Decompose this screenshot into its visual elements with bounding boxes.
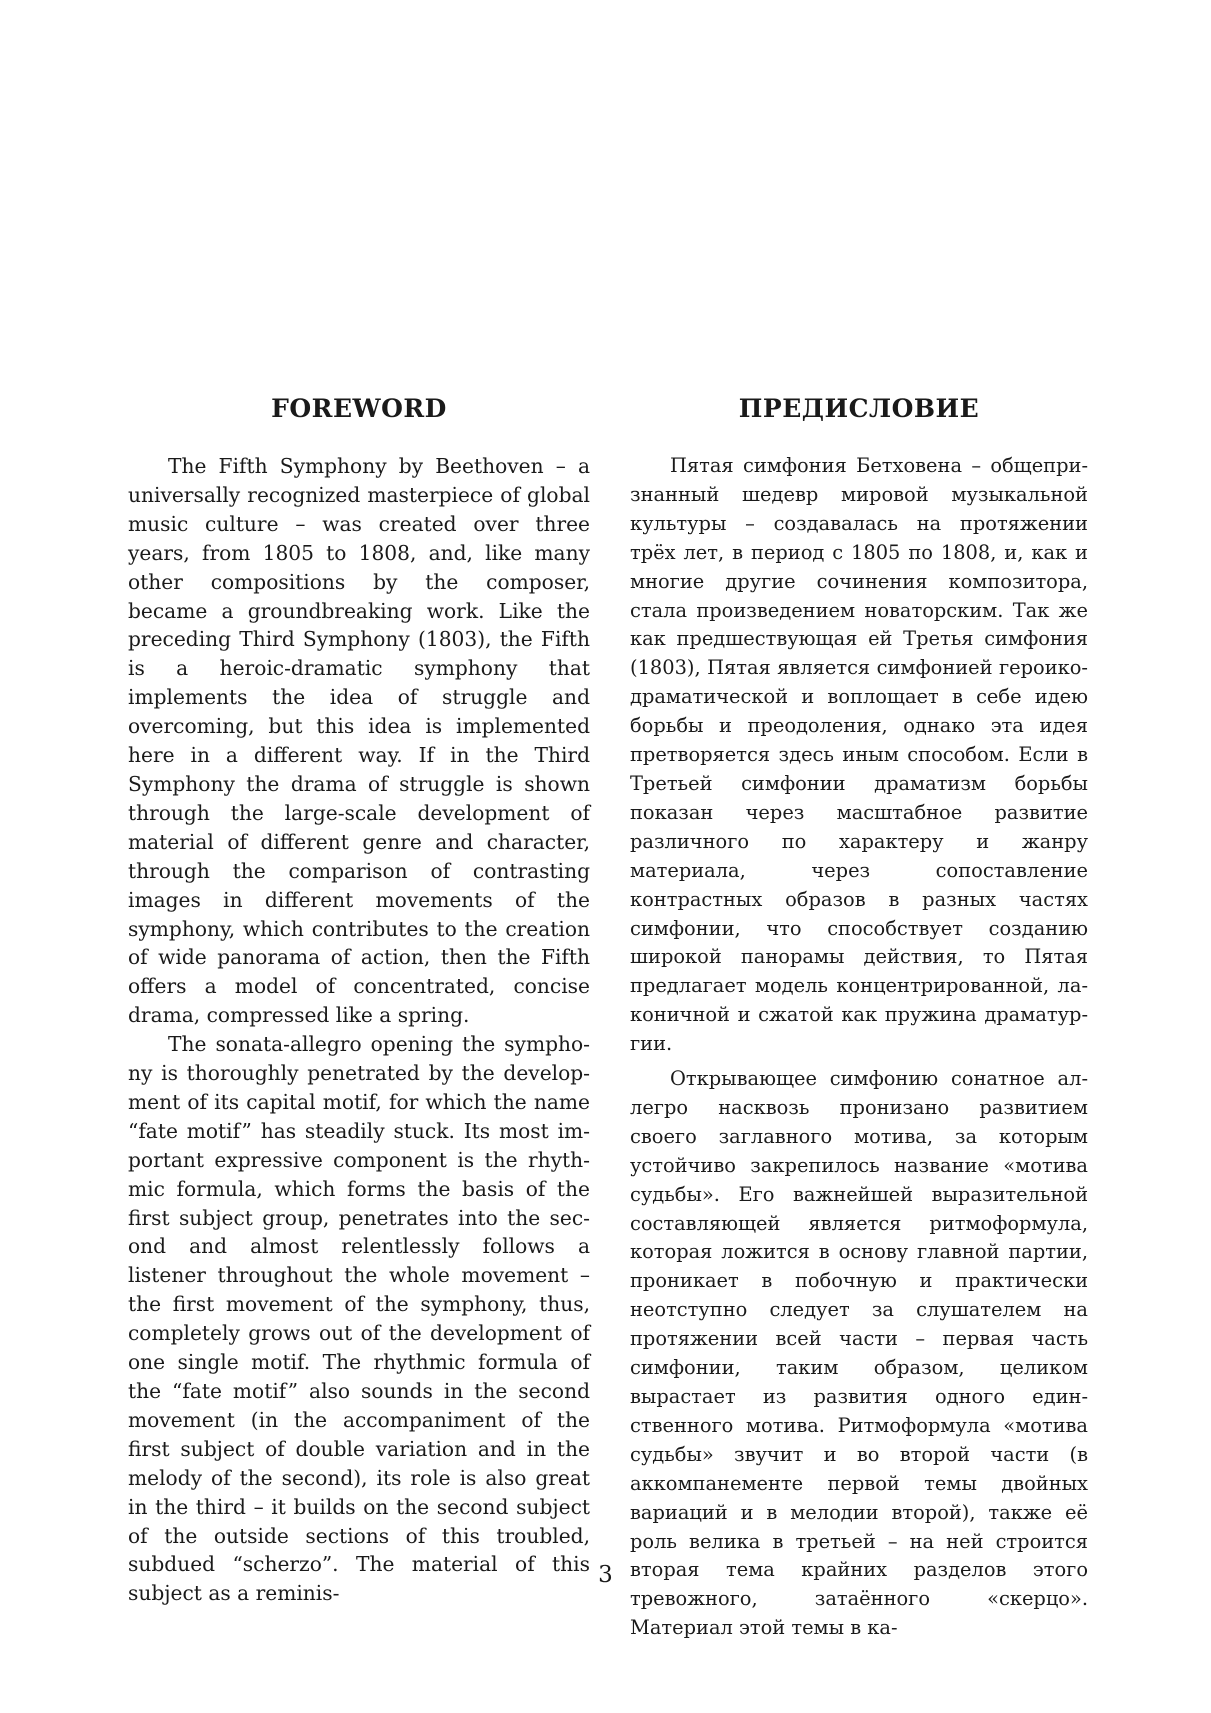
english-column [128, 392, 590, 1608]
english-heading: FOREWORD [271, 394, 447, 423]
english-paragraph-2: The sonata-allegro opening the symphony is thoroughly penetrated by the development of its capital motif, for which the name “fate motif” has steadily stuck. Its most important expressive component is the rhythmic formula, which forms the basis of the first subject group, penetrates into the second and almost relentlessly follows a listener throughout the whole movement – the first movement of the symphony, thus, completely grows out of the development of one single motif. The rhythmic formula of the “fate motif” also sounds in the second movement (in the accompaniment of the first subject of double variation and in the melody of the second), its role is also great in the third – it builds on the second subject of the outside sections of this troubled, subdued “scherzo”. The material of this subject as a reminis- [128, 1032, 590, 1606]
russian-paragraph-2: Открывающее симфонию сонатное аллегро насквозь пронизано развитием своего заглавного мотива, за которым устойчиво закрепилось название «мотива судьбы». Его важнейшей выразительной составляющей является ритмоформула, которая ложится в основу главной партии, проникает в побочную и практически неотступно следует за слушателем на протяжении всей части – первая часть симфонии, таким образом, целиком вырастает из развития одного единственного мотива. Ритмоформула «мотива судьбы» звучит и во второй части (в аккомпанементе первой темы двойных вариаций и в мелодии второй), также её роль велика в третьей – на ней строится вторая тема крайних разделов этого тревожного, затаённого «скерцо». Материал этой темы в ка- [630, 1067, 1088, 1640]
english-paragraph-1: The Fifth Symphony by Beethoven – a universally recognized masterpiece of global music culture – was created over three years, from 1805 to 1808, and, like many other compositions by the composer, became a groundbreaking work. Like the preceding Third Symphony (1803), the Fifth is a heroic-dramatic symphony that implements the idea of struggle and overcoming, but this idea is implemented here in a different way. If in the Third Symphony the drama of struggle is shown through the large-scale development of material of different genre and character, through the comparison of contrasting images in different movements of the symphony, which contributes to the creation of wide panorama of action, then the Fifth offers a model of concentrated, concise drama, compressed like a spring. [128, 454, 590, 1028]
russian-column [630, 392, 1088, 1643]
russian-paragraph-1: Пятая симфония Бетховена – общепризнанный шедевр мировой музыкальной культуры – создавалась на протяжении трёх лет, в период с 1805 по 1808, и, как и многие другие сочинения композитора, стала произведением новаторским. Так же как предшествующая ей Третья симфония (1803), Пятая является симфонией героико-драматической и воплощает в себе идею борьбы и преодоления, однако эта идея претворяется здесь иным способом. Если в Третьей симфонии драматизм борьбы показан через масштабное развитие различного по характеру и жанру материала, через сопоставление контрастных образов в разных частях симфонии, что способствует созданию широкой панорамы действия, то Пятая предлагает модель концентрированной, лаконичной и сжатой как пружина драматургии. [630, 454, 1088, 1056]
russian-heading: ПРЕДИСЛОВИЕ [738, 394, 980, 423]
page-number: 3 [598, 1562, 613, 1588]
